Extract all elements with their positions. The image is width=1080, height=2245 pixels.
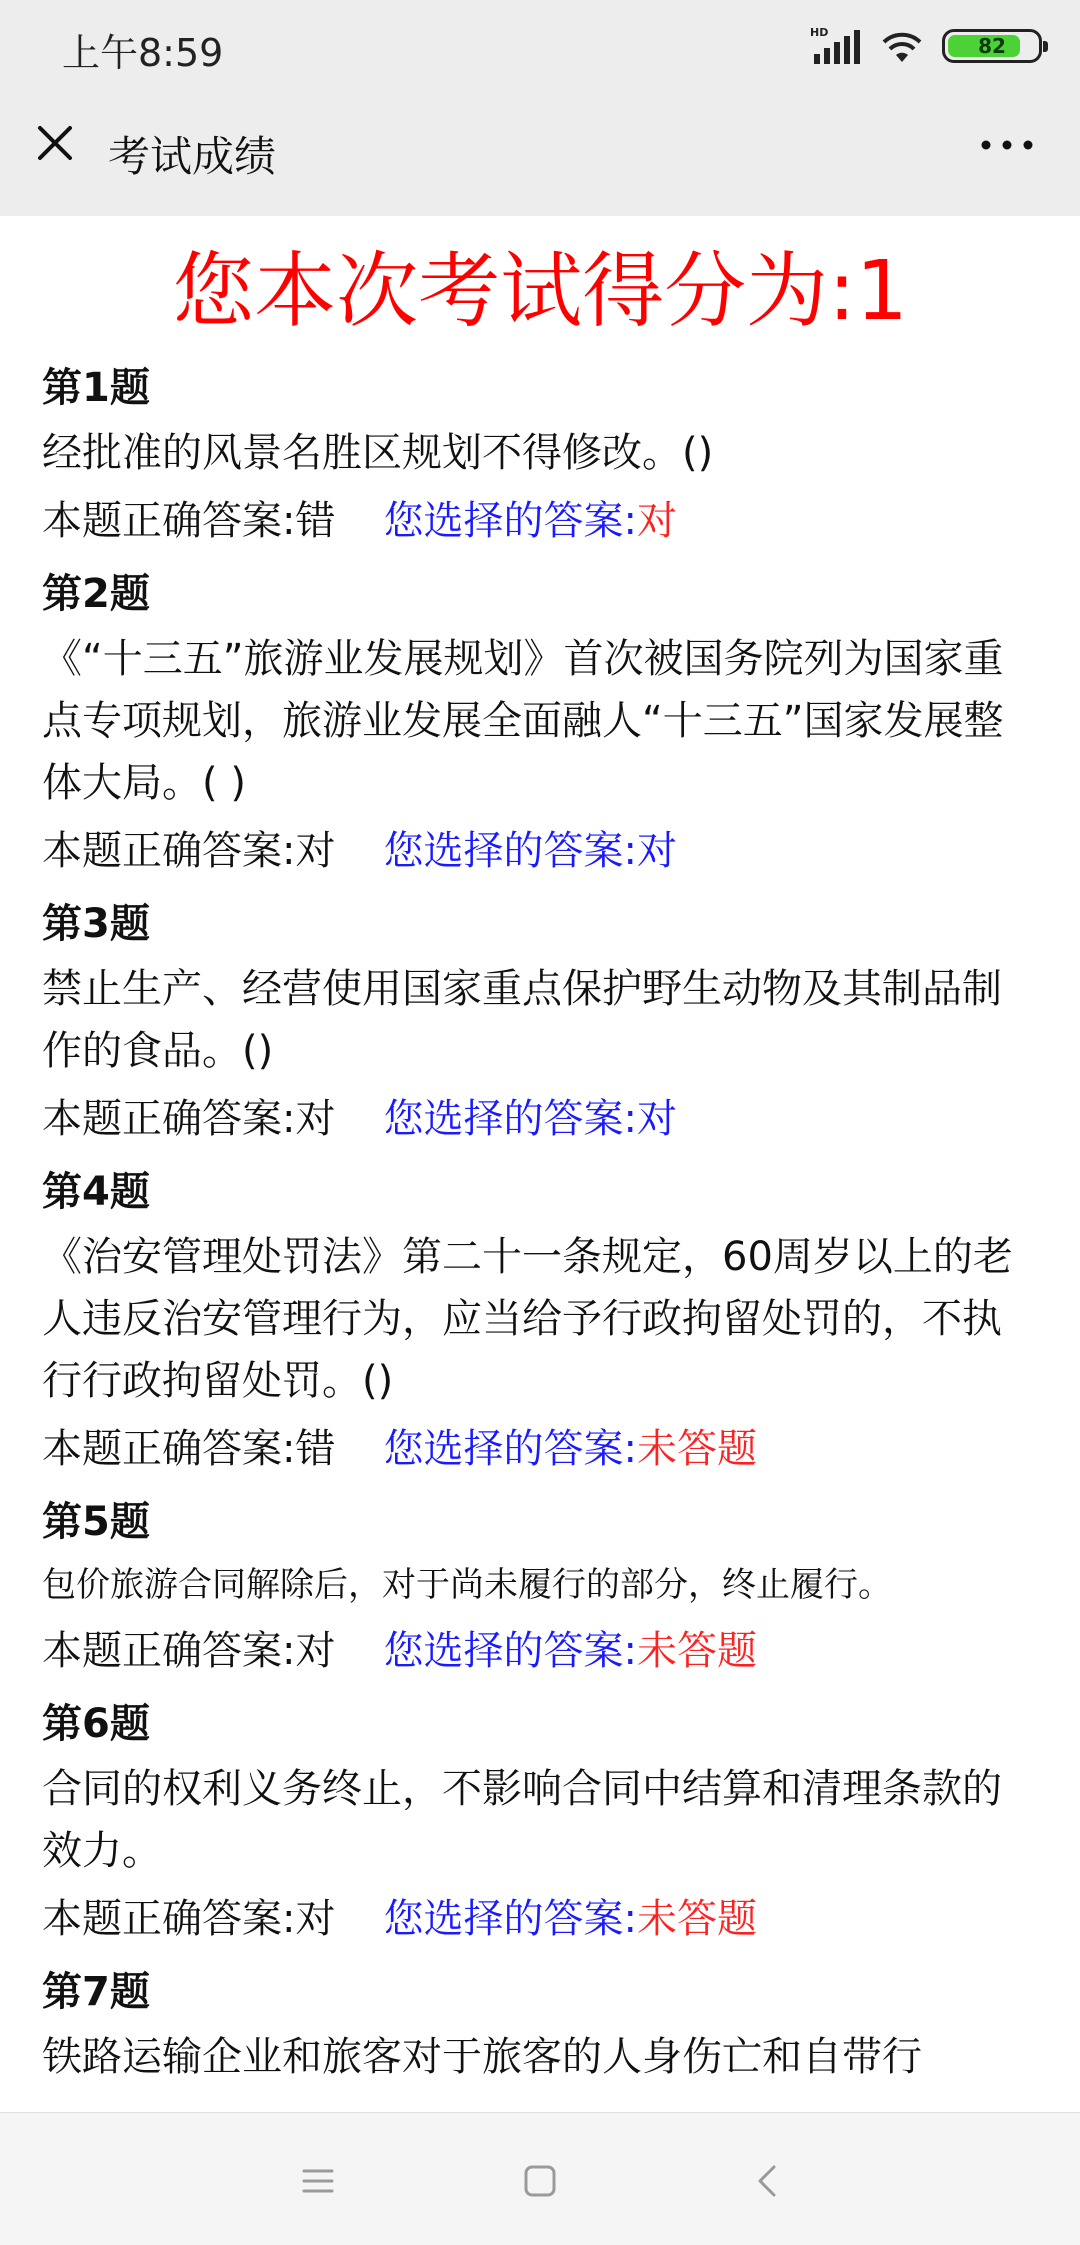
answer-row: [42, 490, 1038, 552]
user-answer-label: 您选择的答案:: [383, 1628, 637, 1674]
correct-answer: 本题正确答案:对: [42, 1628, 336, 1674]
question-title: 第5题: [42, 1499, 150, 1545]
question-title: 第4题: [42, 1169, 150, 1215]
question-item: [42, 360, 1038, 552]
more-icon[interactable]: [974, 118, 1040, 172]
question-item: [42, 1696, 1038, 1950]
user-answer-value: 对: [636, 828, 677, 874]
question-text: 《“十三五”旅游业发展规划》首次被国务院列为国家重点专项规划，旅游业发展全面融人“十三五”国家发展整体大局。( ): [42, 636, 1004, 806]
answer-row: [42, 820, 1038, 882]
question-title: 第7题: [42, 1969, 150, 2015]
wifi-icon: [880, 28, 924, 64]
status-icons: [810, 24, 1042, 68]
answer-row: [42, 1620, 1038, 1682]
question-title: 第6题: [42, 1701, 150, 1747]
close-icon[interactable]: [28, 116, 82, 170]
answer-row: [42, 1418, 1038, 1480]
menu-icon[interactable]: [294, 2157, 342, 2205]
question-item: [42, 566, 1038, 882]
question-title: 第2题: [42, 571, 150, 617]
correct-answer: 本题正确答案:错: [42, 498, 336, 544]
user-answer-value: 未答题: [636, 1426, 757, 1472]
user-answer-label: 您选择的答案:: [383, 1426, 637, 1472]
correct-answer: 本题正确答案:对: [42, 1896, 336, 1942]
user-answer-value: 未答题: [636, 1628, 757, 1674]
status-bar: [0, 0, 1080, 92]
status-time: 上午8:59: [62, 31, 224, 75]
question-title: 第3题: [42, 901, 150, 947]
question-text: 包价旅游合同解除后，对于尚未履行的部分，终止履行。: [42, 1565, 892, 1605]
hd-signal-icon: [810, 26, 862, 66]
user-answer-value: 对: [636, 1096, 677, 1142]
question-text: 《治安管理处罚法》第二十一条规定，60周岁以上的老人违反治安管理行为，应当给予行政拘留处罚的，不执行行政拘留处罚。(): [42, 1234, 1013, 1404]
question-list: [0, 360, 1080, 2088]
score-heading: 您本次考试得分为:1: [172, 244, 908, 339]
user-answer-label: 您选择的答案:: [383, 498, 637, 544]
question-item: [42, 896, 1038, 1150]
user-answer-label: 您选择的答案:: [383, 828, 637, 874]
question-title: 第1题: [42, 365, 150, 411]
user-answer-value: 对: [636, 498, 677, 544]
question-item: [42, 1164, 1038, 1480]
exam-result-content[interactable]: [0, 216, 1080, 2112]
back-icon[interactable]: [744, 2157, 792, 2205]
answer-row: [42, 1088, 1038, 1150]
battery-level: 82: [978, 34, 1006, 58]
svg-text:HD: HD: [810, 26, 829, 39]
battery-icon: [942, 29, 1042, 63]
answer-row: [42, 1888, 1038, 1950]
question-item: [42, 1964, 1038, 2088]
battery-cap: [1043, 41, 1048, 52]
question-text: 经批准的风景名胜区规划不得修改。(): [42, 430, 714, 476]
correct-answer: 本题正确答案:错: [42, 1426, 336, 1472]
question-text: 铁路运输企业和旅客对于旅客的人身伤亡和自带行: [42, 2034, 922, 2080]
user-answer-label: 您选择的答案:: [383, 1096, 637, 1142]
system-nav-bar: [0, 2112, 1080, 2245]
question-text: 禁止生产、经营使用国家重点保护野生动物及其制品制作的食品。(): [42, 966, 1002, 1074]
question-text: 合同的权利义务终止，不影响合同中结算和清理条款的效力。: [42, 1766, 1002, 1874]
user-answer-label: 您选择的答案:: [383, 1896, 637, 1942]
nav-bar: [0, 92, 1080, 216]
home-icon[interactable]: [516, 2157, 564, 2205]
user-answer-value: 未答题: [636, 1896, 757, 1942]
question-item: [42, 1494, 1038, 1682]
correct-answer: 本题正确答案:对: [42, 828, 336, 874]
page-title: 考试成绩: [108, 132, 277, 181]
correct-answer: 本题正确答案:对: [42, 1096, 336, 1142]
